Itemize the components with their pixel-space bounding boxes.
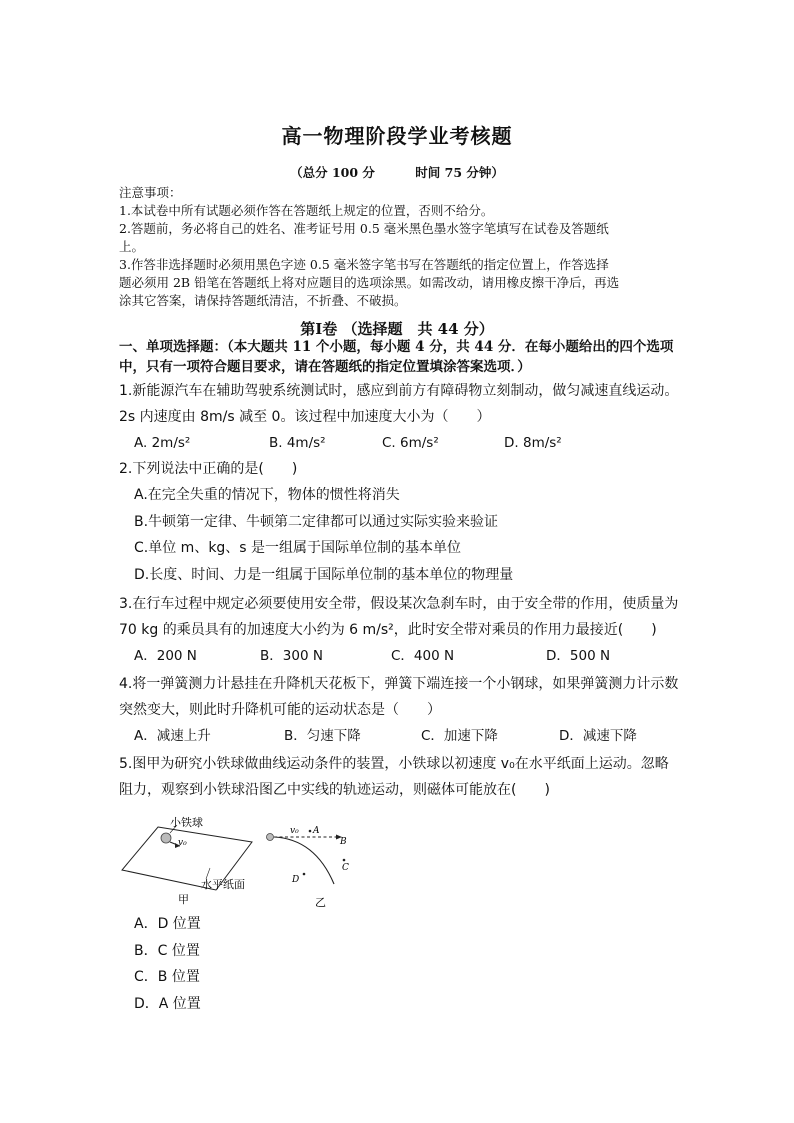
question-2-options xyxy=(134,482,513,588)
question-stem: 阻力，观察到小铁球沿图乙中实线的轨迹运动，则磁体可能放在( ) xyxy=(119,782,550,798)
point-a-label: A xyxy=(313,826,320,836)
option-c: C.单位 m、kg、s 是一组属于国际单位制的基本单位 xyxy=(134,540,462,556)
question-stem: 1.新能源汽车在辅助驾驶系统测试时，感应到前方有障碍物立刻制动，做匀减速直线运动。 xyxy=(119,383,679,399)
curved-trajectory xyxy=(274,837,334,884)
caption-yi: 乙 xyxy=(315,896,326,909)
figure-yi xyxy=(260,820,370,912)
question-stem: 4.将一弹簧测力计悬挂在升降机天花板下，弹簧下端连接一个小钢球，如果弹簧测力计示数 xyxy=(119,676,679,692)
exam-title: 高一物理阶段学业考核题 xyxy=(281,124,513,148)
iron-ball xyxy=(161,833,171,843)
option-b: B. 4m/s² xyxy=(269,435,326,451)
question-2 xyxy=(119,456,689,482)
question-3-options xyxy=(134,645,694,667)
total-score: （总分 100 分 xyxy=(290,165,375,180)
question-stem: 70 kg 的乘员具有的加速度大小约为 6 m/s²，此时安全带对乘员的作用力最接近( ) xyxy=(119,622,657,638)
option-d: D．减速下降 xyxy=(559,728,637,744)
option-c: C．B 位置 xyxy=(134,969,200,985)
v0-label-jia: v₀ xyxy=(178,838,187,848)
question-4 xyxy=(119,671,689,723)
notice-line: 2.答题前，务必将自己的姓名、准考证号用 0.5 毫米黑色墨水签字笔填写在试卷及答题纸 xyxy=(119,221,609,236)
option-d: D．A 位置 xyxy=(134,995,201,1012)
point-d-dot xyxy=(303,873,306,876)
notice-block xyxy=(119,184,684,310)
question-4-options xyxy=(134,725,694,747)
option-a: A. 2m/s² xyxy=(134,435,191,451)
notice-line: 3.作答非选择题时必须用黑色字迹 0.5 毫米签字笔书写在答题纸的指定位置上，作答选择 xyxy=(119,257,609,272)
question-stem: 3.在行车过程中规定必须要使用安全带，假设某次急刹车时，由于安全带的作用，使质量为 xyxy=(119,596,679,612)
caption-jia: 甲 xyxy=(178,893,189,906)
part-one-title: 第Ⅰ卷 （选择题 共 44 分） xyxy=(300,320,494,338)
option-b: B．匀速下降 xyxy=(284,728,361,744)
option-b: B．C 位置 xyxy=(134,942,200,959)
notice-heading: 注意事项： xyxy=(119,185,182,200)
question-1-options xyxy=(134,432,694,454)
question-5 xyxy=(119,751,689,803)
option-d: D. 8m/s² xyxy=(504,435,562,451)
question-stem: 2.下列说法中正确的是( ) xyxy=(119,461,298,477)
question-stem: 5.图甲为研究小铁球做曲线运动条件的装置，小铁球以初速度 v₀在水平纸面上运动。忽略 xyxy=(119,756,669,772)
point-b-label: B xyxy=(340,837,347,847)
notice-line: 涂其它答案，请保持答题纸清洁，不折叠、不破损。 xyxy=(119,293,407,308)
point-d-label: D xyxy=(292,875,300,885)
ball-label: 小铁球 xyxy=(170,816,203,829)
option-c: C. 6m/s² xyxy=(382,435,439,451)
figure-jia xyxy=(120,812,270,908)
v0-label-yi: v₀ xyxy=(290,826,299,836)
time-limit: 时间 75 分钟） xyxy=(415,165,504,180)
option-a: A.在完全失重的情况下，物体的惯性将消失 xyxy=(134,487,400,503)
notice-line: 1.本试卷中所有试题必须作答在答题纸上规定的位置，否则不给分。 xyxy=(119,203,494,218)
option-d: D．500 N xyxy=(546,648,611,664)
question-1 xyxy=(119,378,689,430)
point-c-label: C xyxy=(342,863,349,873)
exam-subtitle xyxy=(0,163,794,181)
option-a: A．200 N xyxy=(134,648,197,664)
option-b: B．300 N xyxy=(260,648,323,664)
point-a-dot xyxy=(309,830,312,833)
question-stem: 2s 内速度由 8m/s 减至 0。该过程中加速度大小为（ ） xyxy=(119,409,491,425)
option-a: A．D 位置 xyxy=(134,916,201,932)
option-c: C．加速下降 xyxy=(421,728,498,744)
point-c-dot xyxy=(343,859,346,862)
iron-ball-start xyxy=(267,834,274,841)
notice-line: 题必须用 2B 铅笔在答题纸上将对应题目的选项涂黑。如需改动，请用橡皮擦干净后，再选 xyxy=(119,275,620,290)
section-line: 中，只有一项符合题目要求，请在答题纸的指定位置填涂答案选项．） xyxy=(119,359,531,375)
notice-line: 上。 xyxy=(119,239,145,254)
section-line: 一、单项选择题：（本大题共 11 个小题，每小题 4 分，共 44 分．在每小题给出的四个选项 xyxy=(119,339,674,355)
section-instructions xyxy=(119,337,685,377)
option-d: D.长度、时间、力是一组属于国际单位制的基本单位的物理量 xyxy=(134,566,514,583)
question-stem: 突然变大，则此时升降机可能的运动状态是（ ） xyxy=(119,702,441,718)
paper-label: 水平纸面 xyxy=(201,878,245,891)
option-c: C．400 N xyxy=(391,648,455,664)
question-5-options xyxy=(134,911,201,1017)
option-a: A．减速上升 xyxy=(134,728,211,744)
option-b: B.牛顿第一定律、牛顿第二定律都可以通过实际实验来验证 xyxy=(134,513,499,530)
question-3 xyxy=(119,591,689,643)
